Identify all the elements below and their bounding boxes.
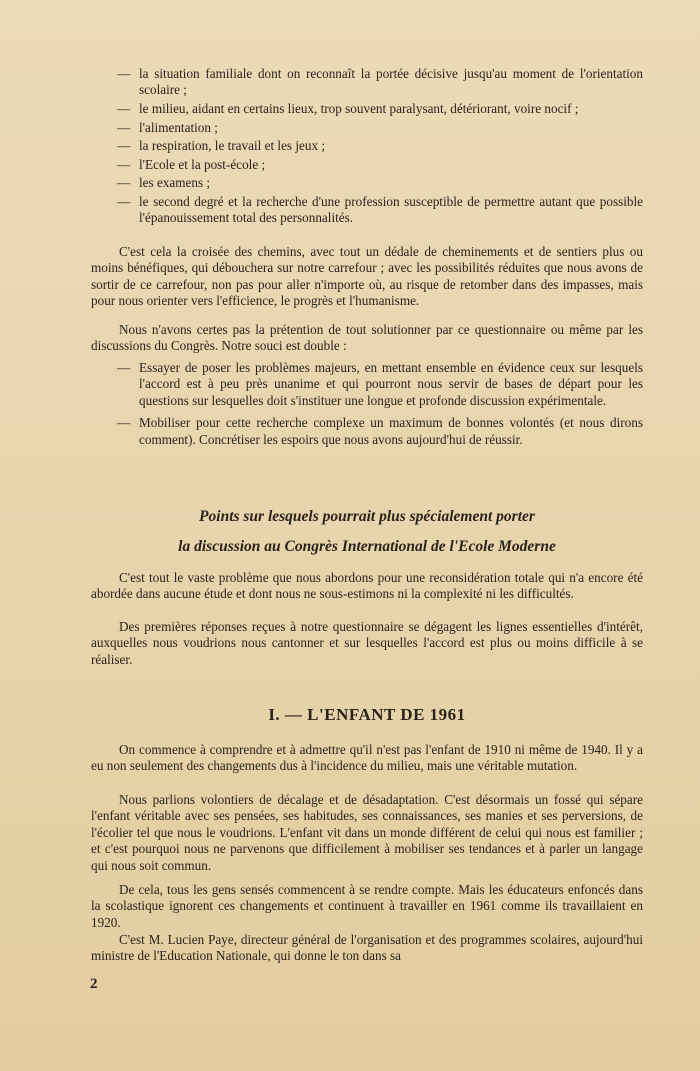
section-heading-line2: la discussion au Congrès International de l'Ecole Moderne: [178, 538, 556, 555]
aims-list: [117, 360, 643, 454]
list-item: — l'Ecole et la post-école ;: [117, 157, 643, 173]
paragraph-gap: Nous parlions volontiers de décalage et de désadaptation. C'est désormais un fossé qui sépare l'enfant véritable avec ses pensées, ses habitudes, ses connaissances, ses manies et ses perversions, de l'écolier tel que nous le voudrions. L'enfant vit dans un monde différent de celui qui nous est familier ; et c'est pourquoi nous ne parvenons que difficilement à mobiliser ses tendances et à parler un langage qui nous soit commun.: [91, 792, 643, 873]
paragraph-aims: Nous n'avons certes pas la prétention de tout solutionner par ce questionnaire ou même par les discussions du Congrès. Notre souci est double :: [91, 322, 643, 354]
list-item: — la respiration, le travail et les jeux ;: [117, 138, 643, 154]
list-item: — la situation familiale dont on reconnaît la portée décisive jusqu'au moment de l'orientation scolaire ;: [117, 66, 643, 99]
paragraph-crossroads: C'est cela la croisée des chemins, avec tout un dédale de cheminements et de sentiers plus ou moins bénéfiques, qui débouchera sur notre carrefour ; avec les possibilités réduites que nous avons de sortir de ce carrefour, non pas pour aller n'importe où, au risque de retomber dans des impasses, mais pour nous orienter vers l'efficience, le progrès et l'humanisme.: [91, 244, 643, 309]
paragraph-educators: De cela, tous les gens sensés commencent à se rendre compte. Mais les éducateurs enfoncés dans la scolastique ignorent ces changements et continuent à travailler en 1961 comme ils travaillaient en 1920.: [91, 882, 643, 930]
list-item: — les examens ;: [117, 175, 643, 191]
paragraph-problem: C'est tout le vaste problème que nous abordons pour une reconsidération totale qui n'a encore été abordée dans aucune étude et dont nous ne sous-estimons ni la complexité ni les difficultés.: [91, 570, 643, 602]
list-item: — Mobiliser pour cette recherche complexe un maximum de bonnes volontés (et nous dirons comment). Concrétiser les espoirs que nous avons aujourd'hui de réussir.: [117, 415, 643, 448]
factor-list: [117, 66, 643, 229]
section-title: I. — L'ENFANT DE 1961: [268, 705, 466, 724]
list-item: — Essayer de poser les problèmes majeurs, en mettant ensemble en évidence ceux sur lesquels l'accord est à peu près unanime et qui pourront nous servir de bases de départ pour les questions sur lesquelles doit s'instituer une longue et profonde discussion expérimentale.: [117, 360, 643, 409]
section-heading-line1: Points sur lesquels pourrait plus spécialement porter: [199, 508, 535, 525]
list-item: — l'alimentation ;: [117, 120, 643, 136]
page-number: 2: [90, 976, 98, 992]
paragraph-child-1961: On commence à comprendre et à admettre qu'il n'est pas l'enfant de 1910 ni même de 1940. Il y a eu non seulement des changements dus à l'incidence du milieu, mais une véritable mutation.: [91, 742, 643, 774]
list-item: — le second degré et la recherche d'une profession susceptible de permettre autant que possible l'épanouissement total des personnalités.: [117, 194, 643, 227]
list-item: — le milieu, aidant en certains lieux, trop souvent paralysant, détériorant, voire nocif ;: [117, 101, 643, 117]
paragraph-responses: Des premières réponses reçues à notre questionnaire se dégagent les lignes essentielles d'intérêt, auxquelles nous voudrions nous cantonner et sur lesquelles l'accord est plus ou moins difficile à se réaliser.: [91, 619, 643, 667]
paragraph-paye: C'est M. Lucien Paye, directeur général de l'organisation et des programmes scolaires, aujourd'hui ministre de l'Education Nationale, qui donne le ton dans sa: [91, 932, 643, 964]
